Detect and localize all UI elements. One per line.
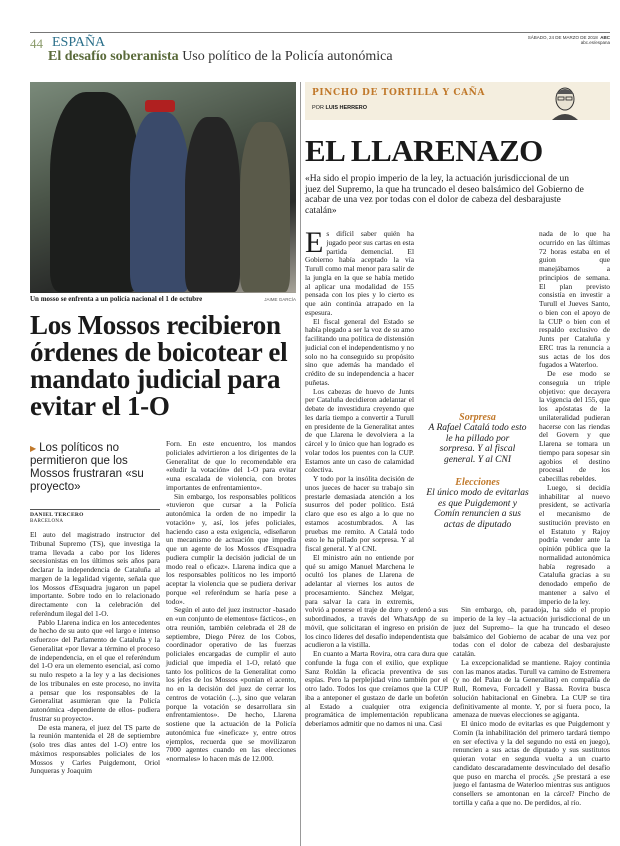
paragraph: El fiscal general del Estado se había plegado a ser la voz de su amo facilitando una política de distensión judicial con el independentismo y no solo no ha conseguido su propósito sino que además ha mandado el crédito de su independencia a hacer puñetas. [305,316,414,387]
pull-quote: «Ha sido el propio imperio de la ley, la actuación jurisdiccional de un juez del Supremo, la que ha truncado el deseo balsámico del Gobierno de acabar de una vez por todas con el dolor de cabeza del desbarajuste catalán» [305,174,584,216]
paragraph: Y todo por la insólita decisión de unos jueces de hacer su trabajo sin prestarle demasiada atención a los susurros del poder político. Está claro que eso es algo a lo que no estamos acostumbrados. A las pruebas me remito. A Catalá todo esto le ha pillado por sorpresa. Y al fiscal general. Y al CNI. [305,474,414,553]
triangle-bullet-icon: ▶ [30,444,37,453]
date-text: SÁBADO, 24 DE MARZO DE 2018 [527,35,598,40]
section-title: ESPAÑA [52,35,106,50]
paragraph: Luego, si decidía inhabilitar al nuevo president, se activaría el mecanismo de sustitución previsto en el Estatuto y Rajoy podría vender ante la opinión pública que la normalidad autonómica había regresado a Cataluña gracias a su denodado empeño de mantener a salvo el imperio de la ley. [539,482,610,606]
article-column-2 [166,440,296,764]
byline-rule [30,509,160,510]
brand: ABC [600,35,610,40]
paragraph: El ministro aún no entiende por qué su amigo Manuel Marchena le ocultó los planes de Llarena de adelantar al viernes los autos de procesamiento. Sánchez Melgar, para salvar la cara in extremis, volvió a ponerse el traje de duro y ordenó a sus subordinados, a través del WhatsApp de su móvil, que solicitaran el ingreso en prisión de los cinco líderes del desafío independentista que acudieron a la vistilla. [305,552,448,650]
paragraph: De ese modo se conseguía un triple objetivo: que decayera la vigencia del 155, que los apóstatas de la unilateralidad pudieran hacerse con las riendas del Govern y que Llarena se tomara un tiempo para sopesar sin agobios el destino procesal de los cabecillas rebeldes. [539,369,610,483]
paragraph: Según el auto del juez instructor -basado en «un conjunto de elementos» fácticos-, en otra reunión, también celebrada el 28 de septiembre, Diego Pérez de los Cobos, coordinador operativo de las fuerzas policiales encargadas de cumplir el auto judicial que impedía el 1-O, relató que tanto los políticos de la Generalitat como los jefes de los Mossos «ponían el acento, no en la decisión del juez de cerrar los centros de votación (...), sino que velaran porque la votación se desarrollara sin enfrentamientos». De hecho, Llarena sostiene que la actuación de la Policía autonómica fue «ineficaz» y, entre otros ejemplos, recuerda que se movilizaron 7000 agentes cuando en las elecciones «normales» lo hacen más de 12.000. [166,605,296,763]
photo-credit: JAIME GARCÍA [264,297,296,302]
news-photo [30,82,296,293]
web-link[interactable]: abc.es/espana [580,40,610,45]
article-author: DANIEL TERCERO [30,512,84,518]
opinion-sidebar [420,412,535,530]
paragraph: El único modo de evitarlas es que Puigdemont y Comín (la inhabilitación del primero tardará tiempo en ser efectiva y la del segundo no está en juego), renuncien a sus actas de diputado y sus sustitutos quieran votar en segunda vuelta a un cuarto candidato descaradamente desvinculado del desafío que puso en marcha el procés. ¿Se prestará a ese juego el fantasma de Waterloo mientras sus antiguos consellers se amontonan en la cárcel? Pincho de tortilla y caña a que no. De perdidos, al río. [453,719,610,807]
section-kicker [48,49,393,65]
paragraph: Pablo Llarena indica en los antecedentes de hecho de su auto que «el largo e intenso esfuerzo» del Parlamento de Cataluña y la Generalitat «por llevar a término el proceso de independencia, en el que el referéndum del 1-O era un elemento esencial, así como su nulo respeto a la ley y a las decisiones de los tribunales en este proceso, no invita a pensar que los responsables de la Generalitat asumieran que la Policía autonómica -dependiente de ellos- pudiera frustrar su proyecto». [30,617,160,723]
sidebar-text: A Rafael Catalá todo esto le ha pillado por sorpresa. Y al fiscal general. Y al CNI [428,423,527,465]
author-portrait-icon [548,84,582,120]
paragraph: En cuanto a Marta Rovira, otra cara dura que confunde la fuga con el exilio, que explique Sanz Roldán la eficacia preventiva de sus espías. Pero la perplejidad vino también por el otro lado. Todos los que creíamos que la CUP iba a anteponer el gustazo de darle un bofetón al Estado a cualquier otra exigencia programática de implementación republicana deberíamos admitir que no damos ni una. Casi [305,649,448,728]
opinion-author: LUIS HERRERO [325,105,368,111]
article-subhead [30,442,160,494]
paragraph: Forn. En este encuentro, los mandos policiales advirtieron a los dirigentes de la Generalitat de que lo recomendable era «eludir la votación» del 1-O para evitar «una escalada de violencia, con brotes importantes de enfrentamiento». [166,439,296,492]
sidebar-heading: Elecciones [455,477,500,488]
article-place: BARCELONA [30,519,64,524]
drop-cap: E [305,230,324,259]
paragraph: nada de lo que ha ocurrido en las últimas 72 horas estaba en el guion que manejábamos a principios de semana. El plan previsto consistía en investir a Turull el Jueves Santo, o bien con el apoyo de la CUP o bien con el respaldo exclusivo de Junts per Cataluña y ERC tras la renuncia a sus actas de los dos fugados a Waterloo. [539,230,610,370]
paragraph: El auto del magistrado instructor del Tribunal Supremo (TS), que investiga la trama llevada a cabo por los líderes secesionistas en los últimos seis años para declarar la independencia de Cataluña al margen de la legalidad vigente, señala que los Mossos d'Esquadra jugaron un papel importante. Sobre todo en lo relacionado directamente con la celebración del referéndum ilegal del 1-O. [30,530,160,618]
article-headline: Los Mossos recibieron órdenes de boicotear el mandato judicial para evitar el 1-O [30,310,288,421]
paragraph [305,230,448,318]
opinion-column-2 [453,230,610,846]
paragraph: Los cabezas de huevo de Junts per Cataluña decidieron adelantar el debate de investidura creyendo que les daría tiempo a convertir a Turull en presidente de la Generalitat antes de que Llarena le devolviera a la cárcel y lo único que han logrado es volar todos los puentes con la CUP. Estamos ante un caso de calamidad colectiva. [305,386,414,475]
paragraph: De esta manera, el juez del TS parte de la reunión mantenida el 28 de septiembre (solo tres días antes del 1-O) entre los máximos responsables policiales de los Mossos y Carles Puigdemont, Oriol Junqueras y Joaquim [30,722,160,776]
issue-date [528,35,610,45]
column-divider [300,82,301,846]
opinion-column-name: PINCHO DE TORTILLA Y CAÑA [312,88,486,98]
page-number: 44 [30,36,43,51]
kicker-text: Uso político de la Policía autonómica [182,49,393,64]
photo-caption: Un mosso se enfrenta a un policía nacional el 1 de octubre [30,295,203,303]
kicker-bold: El desafío soberanista [48,49,179,64]
opinion-column-1 [305,230,448,846]
header-rule [30,32,610,33]
paragraph: Sin embargo, oh, paradoja, ha sido el propio imperio de la ley –la actuación jurisdiccional de un juez del Supremo– la que ha truncado el deseo balsámico del Gobierno de acabar de una vez por todas con el dolor de cabeza del desbarajuste catalán. [453,605,610,658]
opinion-title: EL LLARENAZO [305,133,543,168]
opinion-byline [312,105,367,111]
paragraph: La excepcionalidad se mantiene. Rajoy continúa con las manos atadas. Turull va camino de Estremera (y no del Palau de la Generalitat) en compañía de Rull, Romeva, Forcadell y Bassa. Rovira busca solución habitacional en Ginebra. La CUP se tira definitivamente al monte. Y, por si fuera poco, la amenaza de nuevas elecciones se agiganta. [453,657,610,720]
article-column-1 [30,531,160,776]
paragraph: Sin embargo, los responsables políticos «tuvieron que cursar a la Policía autonómica la orden de no impedir la votación» y, así, los jefes policiales, haciendo caso a esta exigencia, «diseñaron un mecanismo de actuación que impedía que un agente de los Mossos d'Esquadra pudiera cumplir la decisión judicial de un modo real o eficaz». Llarena indica que a los responsables políticos no les importó aceptar la violencia que se pudiera derivar porque «el referéndum se haría pese a todo». [166,491,296,606]
paragraph-text: s difícil saber quién ha jugado peor sus cartas en esta partida demencial. El Gobierno había aceptado la vía Turull como mal menor para salir de la jungla en la que se había metido al aplicar una modalidad de 155 pensada con los pies y lo cierto es que aún continúa atrapado en la espesura. [305,230,414,317]
subhead-text: Los políticos no permitieron que los Mossos frustraran «su proyecto» [30,442,144,493]
by-prefix: POR [312,105,324,111]
sidebar-text: El único modo de evitarlas es que Puigdemont y Comín renuncien a sus actas de diputado [426,488,529,530]
sidebar-heading: Sorpresa [459,412,496,423]
